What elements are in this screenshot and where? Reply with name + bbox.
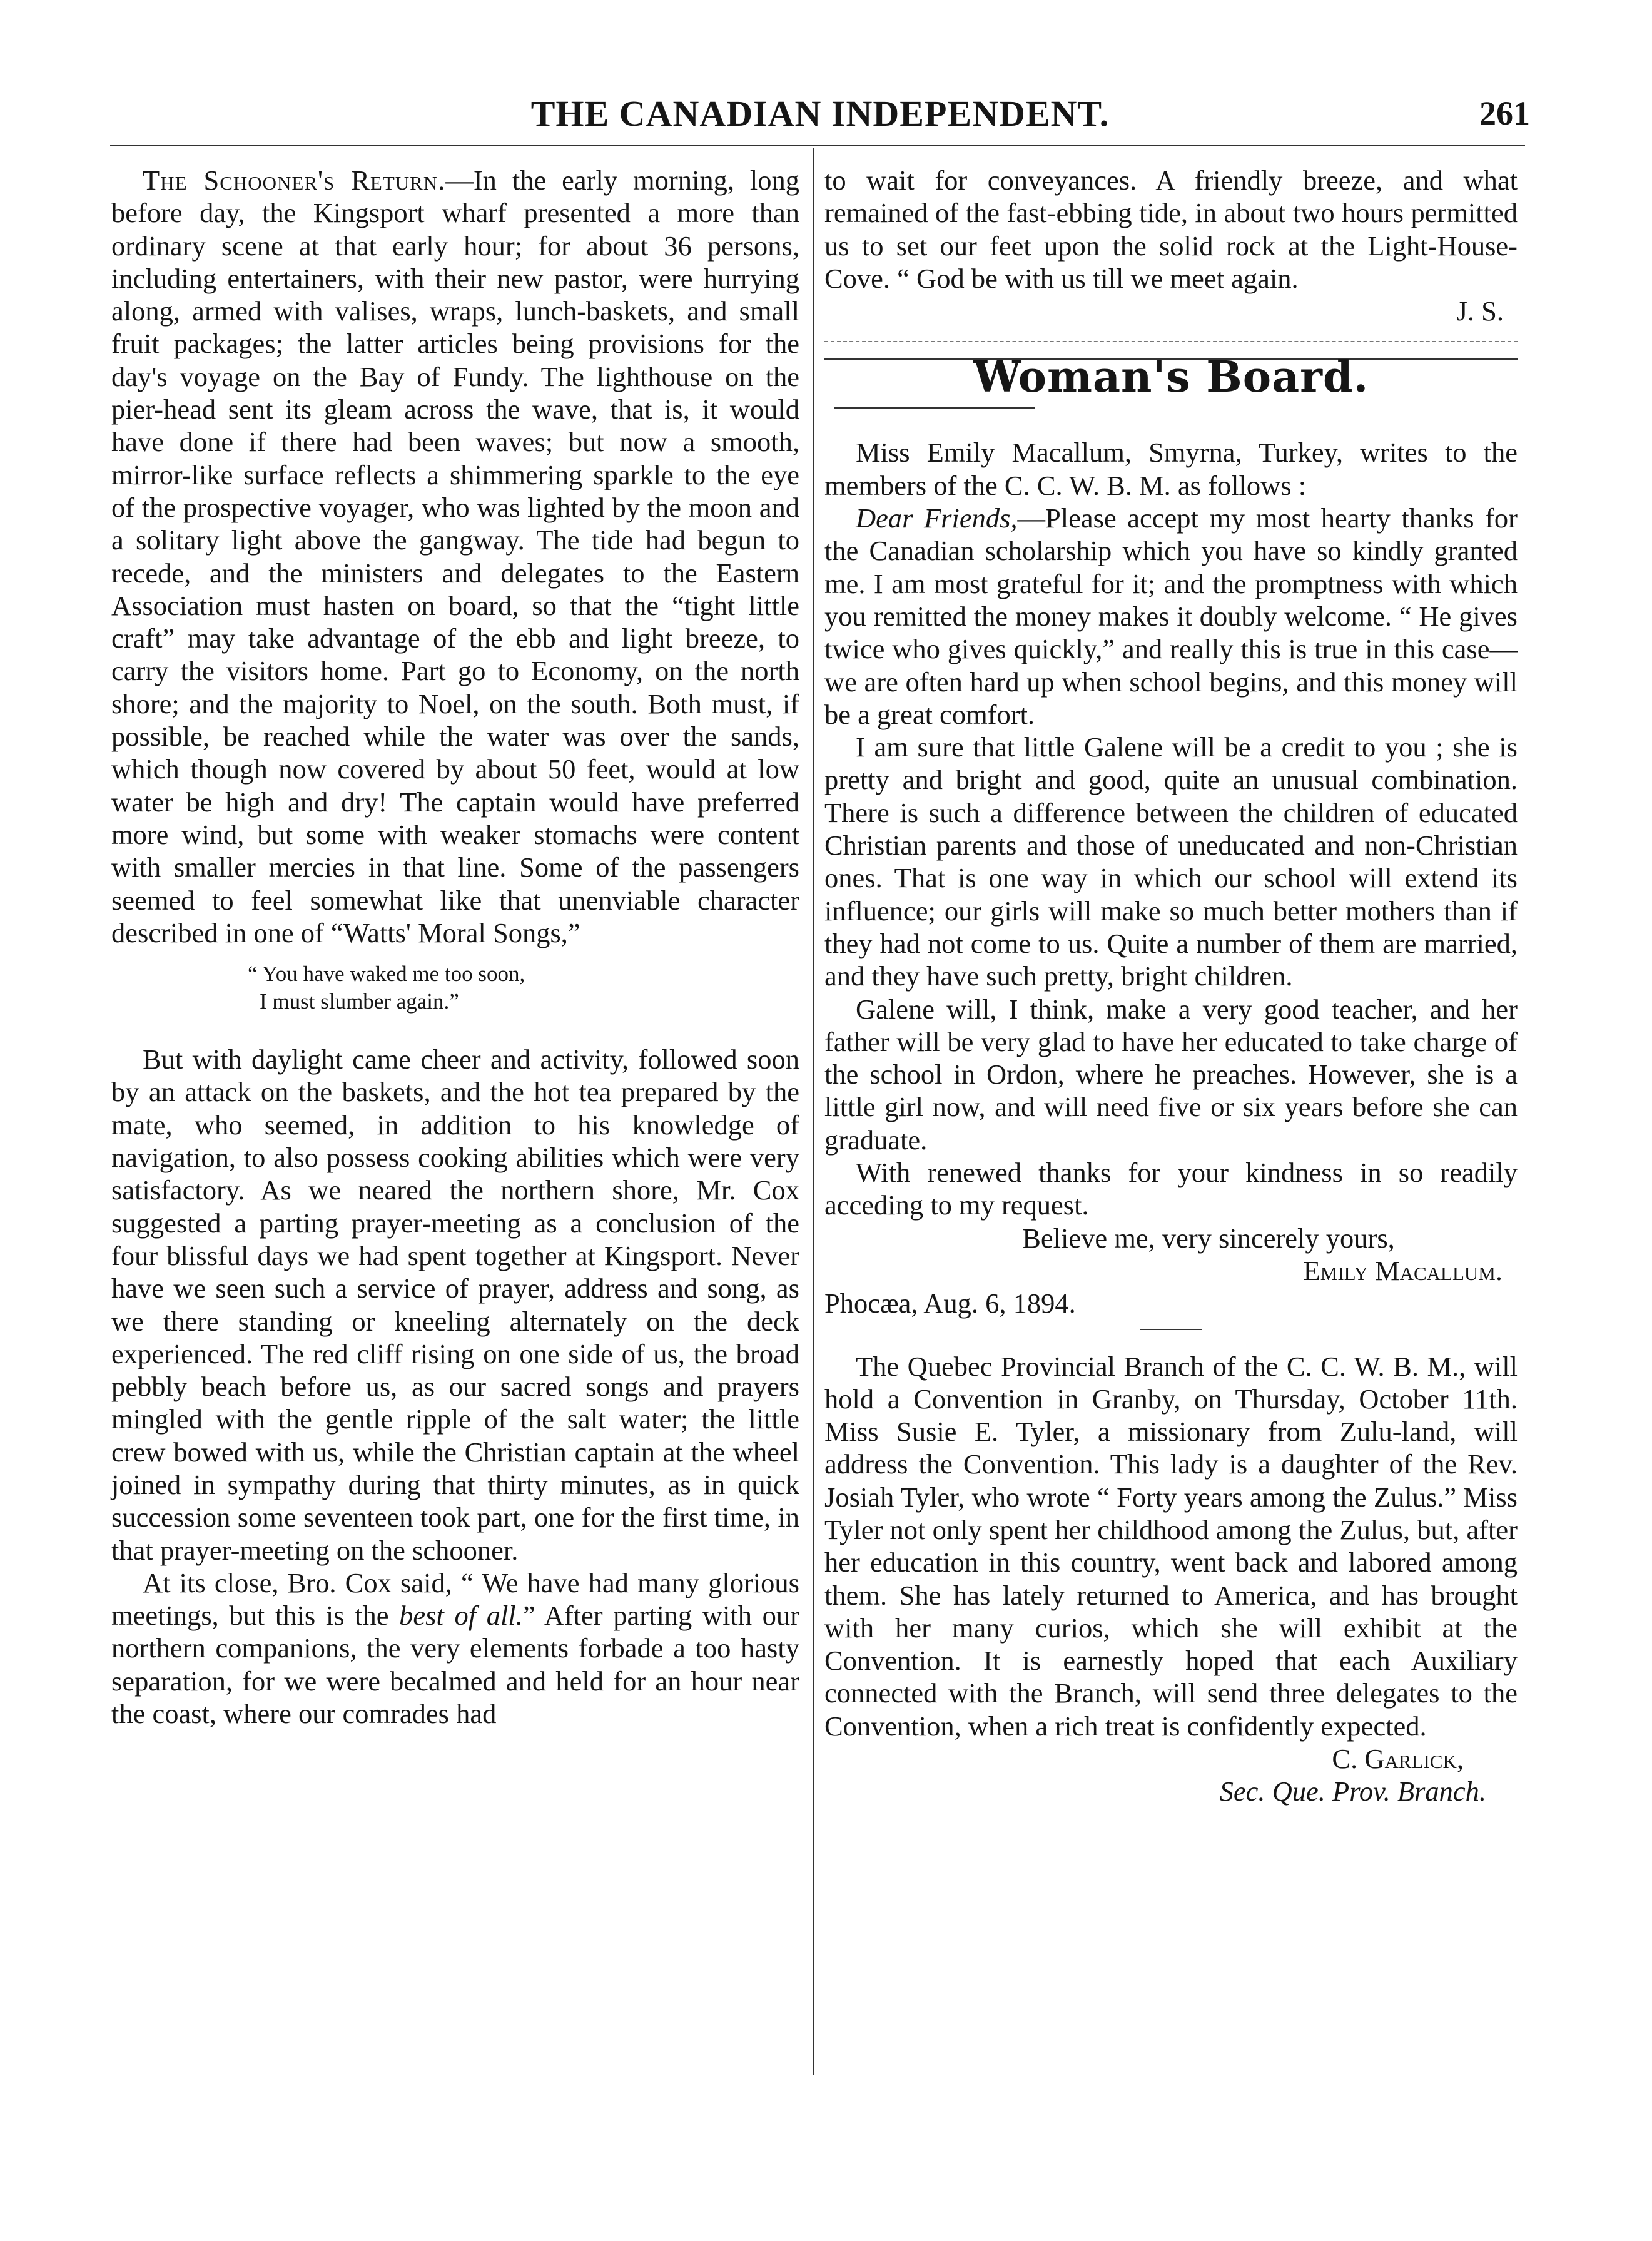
notice-signature-title: Sec. Que. Prov. Branch. (1219, 1776, 1486, 1807)
salutation: Dear Friends, (856, 502, 1018, 534)
page-header (110, 93, 1530, 141)
schooner-paragraph-3 (111, 1567, 799, 1730)
letter-signature: Emily Macallum. (1303, 1254, 1503, 1286)
emphasis-best-of-all: best of all. (399, 1600, 523, 1632)
journal-title: THE CANADIAN INDEPENDENT. (530, 93, 1110, 134)
poem-line-2: I must slumber again.” (260, 989, 459, 1014)
article-heading: The Schooner's Return. (143, 165, 446, 196)
section-title: Woman's Board. (973, 352, 1369, 403)
right-column (824, 164, 1518, 1808)
schooner-paragraph-1 (111, 164, 799, 949)
left-column (111, 164, 799, 1730)
notice-signature: C. Garlick, (1332, 1743, 1464, 1775)
section-rule-bottom (834, 407, 1035, 409)
convention-notice: The Quebec Provincial Branch of the C. C. W. B. M., will hold a Convention in Granby, on Thursday, October 11th. Miss Susie E. Tyler, a missionary from Zulu-land, will address the Convention. This lady is a daughter of the Rev. Josiah Tyler, who wrote “ Forty years among the Zulus.” Miss Tyler not only spent her childhood among the Zulus, but, after her education in this country, went back and labored among them. She has lately returned to America, and has brought with her many curios, which she will exhibit at the Convention. It is earnestly hoped that each Auxiliary connected with the Branch, will send three delegates to the Convention, when a rich treat is confidently expected. (824, 1350, 1518, 1742)
letter-paragraph-1 (824, 502, 1518, 731)
letter-place-date: Phocæa, Aug. 6, 1894. (824, 1288, 1076, 1319)
short-rule (1140, 1329, 1202, 1330)
letter-paragraph-4: With renewed thanks for your kindness in so readily acceding to my request. (824, 1157, 1518, 1221)
poem-line-1: “ You have waked me too soon, (248, 962, 525, 987)
letter-paragraph-3: Galene will, I think, make a very good teacher, and her father will be very glad to have her educated to take charge of the school in Ordon, where he preaches. However, she is a little girl now, and will need five or six years before she can graduate. (824, 993, 1518, 1156)
letter-paragraph-1-text: —Please accept my most hearty thanks for the Canadian scholarship which you have so kindly granted me. I am most grateful for it; and the promptness with which you remitted the money makes it doubly welcome. “ He gives twice who gives quickly,” and really this is true in this case—we are often hard up when school begins, and this money will be a great comfort. (824, 502, 1518, 730)
author-initials: J. S. (1456, 295, 1504, 327)
header-rule (110, 145, 1525, 146)
column-divider (813, 148, 814, 2075)
paragraph-3-end: ” After parting with our northern companions, the very elements forbade a too hasty separation, for we were becalmed and held for an hour near the coast, where our comrades had (111, 1600, 799, 1730)
letter-closing: Believe me, very sincerely yours, (1022, 1222, 1395, 1254)
letter-intro: Miss Emily Macallum, Smyrna, Turkey, writes to the members of the C. C. W. B. M. as follows : (824, 437, 1518, 501)
letter-paragraph-2: I am sure that little Galene will be a credit to you ; she is pretty and bright and good, quite an unusual combination. There is such a difference between the children of educated Christian parents and those of uneducated and non-Christian ones. That is one way in which our school will extend its influence; our girls will make so much better mothers than if they had not come to us. Quite a number of them are married, and they have such pretty, bright children. (824, 731, 1518, 992)
schooner-paragraph-2: But with daylight came cheer and activity, followed soon by an attack on the baskets, and the hot tea prepared by the mate, who seemed, in addition to his knowledge of navigation, to also possess cooking abilities which were very satisfactory. As we neared the northern shore, Mr. Cox suggested a parting prayer-meeting as a conclusion of the four blissful days we had spent together at Kingsport. Never have we seen such a service of prayer, address and song, as we there standing or kneeling alternately on the deck experienced. The red cliff rising on one side of us, the broad pebbly beach before us, as our sacred songs and prayers mingled with the gentle ripple of the salt water; the little crew bowed with us, while the Christian captain at the wheel joined in sympathy during that thirty minutes, as in quick succession some seventeen took part, one for the first time, in that prayer-meeting on the schooner. (111, 1044, 799, 1566)
section-header (824, 342, 1518, 411)
continuation-signoff (824, 295, 1518, 327)
schooner-paragraph-1-text: —In the early morning, long before day, the Kingsport wharf presented a more than ordinary scene at that early hour; for about 36 persons, including entertainers, with their new pastor, were hurrying along, armed with valises, wraps, lunch-baskets, and small fruit packages; the latter articles being provisions for the day's voyage on the Bay of Fundy. The lighthouse on the pier-head sent its gleam across the wave, that is, it would have done if there had been waves; but now a smooth, mirror-like surface reflects a shimmering sparkle to the eye of the prospective voyager, who was lighted by the moon and a solitary light above the gangway. The tide had begun to recede, and the ministers and delegates to the Eastern Association must hasten on board, so that the “tight little craft” may take advantage of the ebb and light breeze, to carry the visitors home. Part go to Economy, on the north shore; and the majority to Noel, on the south. Both must, if possible, be reached while the water was over the sands, which though now covered by about 50 feet, would at low water be high and dry! The captain would have preferred more wind, but some with weaker stomachs were content with smaller mercies in that line. Some of the passengers seemed to feel somewhat like that unenviable character described in one of “Watts' Moral Songs,” (111, 165, 800, 948)
paragraph-3-start: At its close, Bro. Cox said, “ We have had many glorious meetings, but this is the (111, 1567, 799, 1632)
poem-quote (111, 960, 799, 1015)
schooner-continuation: to wait for conveyances. A friendly breeze, and what remained of the fast-ebbing tide, in about two hours permitted us to set our feet upon the solid rock at the Light-House-Cove. “ God be with us till we meet again. (824, 165, 1518, 294)
page-number: 261 (1479, 94, 1530, 132)
